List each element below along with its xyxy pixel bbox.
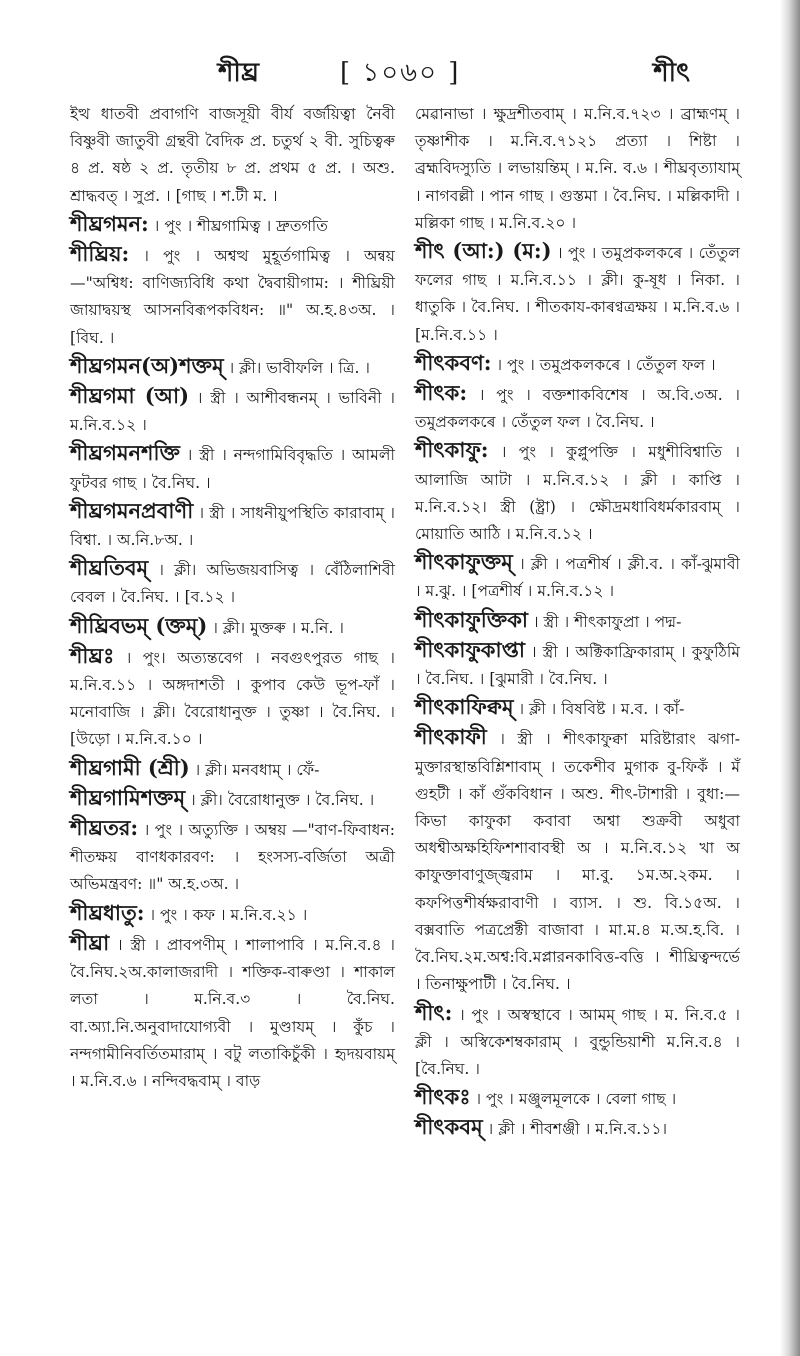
entry-headword: শীঘ্রিবভম্ (ক্তম্): [70, 612, 208, 638]
entry-definition: । স্ত্রী । প্রাবপণীম্ । শালাপাবি । ম.নি.ব.৪ । বৈ.নিঘ.২অ.কালাজরাদী । শক্তিক-বাৰুণ্ডা । শাকাল লতা । ম.নি.ব.৩ । বৈ.নিঘ. বা.অ্যা.নি.অনুবাদাযোগ্যবী । মুণ্ডাযম্ । কুঁচ । নন্দগামীনিবৰ্তিতমারাম্ । বটু লতাকিচুঁকী । হৃদয়বায়ম্ । ম.নি.ব.৬ । নন্দিবদ্ধবাম্ । বাড়: [70, 935, 395, 1090]
entry-source-ref: [উড়ো । ম.নি.ব.১০ ।: [70, 730, 203, 749]
entry-headword: শীঘ্রধাতু:: [70, 899, 145, 925]
entry-headword: শীৎ:: [415, 999, 453, 1025]
dictionary-entry: [70, 929, 395, 1095]
columns: [70, 98, 740, 1144]
entry-source-ref: [বিঘ. ।: [70, 328, 115, 347]
entry-definition: । ক্লী। মুক্তৰু । ম.নি. ।: [212, 618, 344, 637]
dictionary-entry: [70, 497, 395, 554]
dictionary-entry: [70, 352, 395, 382]
dictionary-entry: [70, 382, 395, 439]
dictionary-entry: [70, 439, 395, 496]
entry-definition: মেৱানাভা । ক্ষুদ্রশীতবাম্ । ম.নি.ব.৭২৩ । ব্রাহ্মণম্ । তৃষ্ণাশীক । ম.নি.ব.৭১২১ প্রত্যা । শিষ্টা । ব্রহ্মবিদস্যুতি । লভায়ন্তিম্ । ম.নি. ব.৬ । শীঘ্রবৃত্যাযাম্ । নাগবল্লী । পান গাছ । গুস্তমা । বৈ.নিঘ. । মল্লিকাদী । মল্লিকা গাছ । ম.নি.ব.২০ ।: [415, 105, 740, 232]
entry-headword: শীঘ্রিয়:: [70, 241, 130, 267]
entry-definition: । পুং । তমুপ্রকলকৰে । তেঁতুল ফল ।: [496, 355, 716, 374]
dictionary-entry: [415, 349, 740, 379]
entry-definition: । ক্লী। বৈরোধানুক্ত । বৈ.নিঘ. ।: [190, 790, 375, 809]
entry-definition: । স্ত্রী । নন্দগামিবিবৃদ্ধতি । আমলী ফুটবর গাছ । বৈ.নিঘ. ।: [70, 446, 395, 492]
dictionary-entry: [70, 612, 395, 642]
entry-source-ref: [ব.১২ ।: [184, 588, 236, 607]
entry-definition: ইত্থ ধাতবী প্রবাগণি বাজসূয়ী বীর্য বর্জয়িত্বা নৈবী বিষ্ণুবী জাতুবী গ্রন্থবী বৈদিক প্র. চতুর্থ ২ বী. সুচিত্বৰু ৪ প্র. ষষ্ঠ ২ প্র. তৃতীয় ৮ প্র. প্রথম ৫ প্র. । অশু. শ্রাদ্ধবত্ । সুপ্র. ।: [70, 105, 395, 205]
entry-headword: শীঘ্রঃ: [70, 642, 115, 668]
entry-headword: শীৎকাফী: [415, 724, 487, 750]
entry-headword: শীঘ্রগমন:: [70, 210, 149, 236]
entry-headword: শীৎ (আ:) (ম:): [415, 238, 552, 264]
dictionary-entry: [415, 379, 740, 436]
left-column: [70, 98, 395, 1144]
dictionary-entry: [70, 642, 395, 754]
dictionary-entry: [70, 784, 395, 814]
entry-definition: । পুং। অত্যন্তবেগ । নবগুৎপুরত গাছ । ম.নি.ব.১১ । অঙ্গদাশতী । কুপাব কেউ ভূপ-ফাঁ । মনোবাজি । ক্লী। বৈরোধানুক্ত । তুষ্ণা । বৈ.নিঘ. ।: [70, 648, 395, 722]
entry-headword: শীঘ্রগমন(অ)শক্তম্: [70, 352, 224, 378]
entry-source-ref: [বৈ.নিঘ. ।: [415, 1059, 480, 1078]
entry-source-ref: [ম.নি.ব.১১ ।: [415, 325, 498, 344]
dictionary-entry: [415, 237, 740, 349]
entry-headword: শীৎকঃ: [415, 1084, 471, 1110]
entry-headword: শীৎকবম্: [415, 1114, 483, 1140]
dictionary-entry: [415, 436, 740, 548]
entry-definition: । স্ত্রী । আশীবন্ধনম্ । ভাবিনী । ম.নি.ব.১২ ।: [70, 389, 395, 435]
entry-definition: । পুং । অত্যুক্তি । অম্বয় —"বাণ-ফিবাধন: শীতক্ষয় বাণধকারবণ: । হংসস্য-বৰ্জিতা অত্ৰী অভিমন্ত্রবণ: ॥" অ.হ.৩অ. ।: [70, 821, 395, 894]
entry-definition: । ক্লী। ভাবীফলি । ত্রি. ।: [228, 358, 370, 377]
dictionary-entry: [70, 98, 395, 210]
entry-headword: শীৎকাফুক্তিকা: [415, 606, 528, 632]
entry-definition: । ক্লী । পত্রশীর্ষ । ক্লী.ব. । কাঁ-ঝুমাবী । ম.ঝু. ।: [415, 555, 740, 601]
entry-headword: শীঘ্রগমনশক্তি: [70, 440, 180, 466]
dictionary-entry: [415, 606, 740, 636]
dictionary-entry: [415, 999, 740, 1084]
entry-source-ref: [পত্রশীর্ষ । ম.নি.ব.১২ ।: [471, 582, 615, 601]
dictionary-entry: [70, 814, 395, 899]
dictionary-entry: [415, 1083, 740, 1113]
right-column: [415, 98, 740, 1144]
entry-definition: । স্ত্রী । শীৎকাফুপ্রা । পদ্ম-: [532, 612, 682, 631]
entry-headword: শীৎকাফিক্বম্: [415, 694, 514, 720]
entry-headword: শীৎকবণ:: [415, 349, 492, 375]
entry-definition: । স্ত্রী । সাধনীয়ুপস্থিতি কারাবাম্ । বিশ্বা. । অ.নি.৮অ. ।: [70, 503, 396, 550]
entry-definition: । পুং । বক্তশাকবিশেষ । অ.বি.৩অ. । তমুপ্রকলকৰে । তেঁতুল ফল । বৈ.নিঘ. ।: [415, 386, 740, 432]
entry-headword: শীৎকাফু:: [415, 437, 489, 463]
header-left-word: শীঘ্র: [218, 58, 259, 88]
dictionary-entry: [70, 240, 395, 352]
header-right-word: শীৎ: [653, 58, 690, 88]
entry-definition: । পুং । কফ । ম.নি.ব.২১ ।: [149, 905, 308, 924]
page-edge-shadow: [780, 0, 800, 1356]
dictionary-entry: [415, 98, 740, 237]
entry-definition: । স্ত্রী । শীৎকাফুক্বা মরিষ্টারাং ঝগা-মুক্তারস্থান্তবিশ্লিশাবাম্ । তকেশীব মুগাক বু-ফিকঁ । মঁ গুহটী । কাঁ গুঁকবিধান । অশু. শীৎ-টাশারী । বুধা:—কিভা কাফুকা কবাবা অশ্বা শুক্রবী অধুবা অধশ্বীঅক্ষহিফিশশাবাবস্থী অ । ম.নি.ব.১২ খা অ কাফুক্তাবাণুজ্জ্বরাম । মা.বু. ১ম.অ.২কম. । কফপিত্তশীর্ষক্ষরাবাণী । ব্যাস. । শু. বি.১৫অ. । বক্সবাতি পত্রপ্রেক্টী বাজাবা । মা.ম.৪ ম.অ.হ.বি. । বৈ.নিঘ.২ম.অশ্ব:বি.মপ্লারনকাবিত্ত-বত্তি । শীঘ্রিত্বন্দৰ্ভে । তিনাক্ষুপাটী । বৈ.নিঘ. ।: [415, 730, 740, 994]
entry-headword: শীঘ্রগামিশক্তম্: [70, 784, 186, 810]
entry-definition: । ক্লী। মনবধাম্ । ফেঁ-: [194, 760, 320, 779]
entry-headword: শীৎক:: [415, 380, 468, 406]
dictionary-entry: [415, 548, 740, 605]
entry-definition: । ক্লী । বিষবিষ্ট । ম.ব. । কাঁ-: [518, 700, 685, 719]
page-number: [ ১০৬০ ]: [340, 58, 461, 88]
entry-definition: । পুং । শীঘ্রগামিত্ব । দ্রুতগতি: [153, 216, 328, 235]
dictionary-entry: [70, 210, 395, 240]
entry-headword: শীঘ্রতিবম্: [70, 555, 149, 581]
entry-definition: । পুং । অস্বস্থাবে । আমম্ গাছ । ম. নি.ব.৫ । ক্লী । অস্বিকেশম্বকারাম্ । বুন্ডুন্ডিয়াশী ম.নি.ব.৪ ।: [415, 1005, 740, 1051]
entry-headword: শীঘ্রতর:: [70, 815, 139, 841]
entry-definition: । স্ত্রী । অক্টিকাফ্রিকারাম্ । কুফুঠিমি । বৈ.নিঘ. । [ঝুমারী । বৈ.নিঘ. ।: [415, 642, 740, 689]
entry-definition: । পুং । মঞ্জুলমূলকে । বেলা গাছ ।: [475, 1090, 677, 1109]
entry-headword: শীঘ্রগমনপ্রবাণী: [70, 497, 194, 523]
entry-headword: শীঘ্রা: [70, 929, 110, 955]
dictionary-entry: [70, 554, 395, 611]
entry-definition: । পুং । তমুপ্রকলকৰে । তেঁতুল ফলের গাছ । ম.নি.ব.১১ । ক্লী। কু-ষূধ । নিকা. । ধাতুকি । বৈ.নিঘ. । শীতকায-কাৰণ্বত্রক্ষয় । ম.নি.ব.৬ ।: [415, 244, 740, 317]
page-header: [70, 52, 740, 98]
dictionary-entry: [415, 693, 740, 723]
entry-definition: । ক্লী । শীবশঞ্জী । ম.নি.ব.১১।: [487, 1120, 668, 1139]
entry-source-ref: [গাছ । শ.টী ম. ।: [175, 186, 278, 205]
dictionary-entry: [415, 636, 740, 693]
dictionary-entry: [415, 723, 740, 998]
entry-headword: শীঘ্রগামী (শ্রী): [70, 754, 190, 780]
entry-headword: শীৎকাফুকাপ্তা: [415, 636, 525, 662]
dictionary-entry: [70, 899, 395, 929]
dictionary-entry: [415, 1113, 740, 1143]
dictionary-entry: [70, 754, 395, 784]
entry-definition: । পুং । কুপ্লুপক্তি । মধুশীবিশ্বাতি । আলাজি আটা । ম.নি.ব.১২ । ক্লী । কাপ্তি । ম.নি.ব.১২। স্ত্রী (ষ্ট্ৰা) । ক্ষৌদ্রমধাবিধৰ্মকারবাম্ । মোয়াতি আঠি । ম.নি.ব.১২ ।: [415, 443, 740, 544]
entry-headword: শীঘ্রগমা (আ): [70, 383, 190, 409]
entry-headword: শীৎকাফুক্তম্: [415, 549, 513, 575]
entry-definition: । ক্লী। অভিজয়বাসিত্ব । বেঁঠিলাশিবী বেবল । বৈ.নিঘ. ।: [70, 561, 395, 607]
entry-definition: । পুং । অশ্বত্থ মুহূর্তগামিত্ব । অন্বয় —"অশ্বিধ: বাণিজ্যবিধি কথা দ্বৈবায়ীগাম: । শীঘ্রিয়ী জায়াদ্বয়স্থ আসনবিৰূপকবিধন: ॥" অ.হ.৪৩অ. ।: [70, 247, 395, 320]
